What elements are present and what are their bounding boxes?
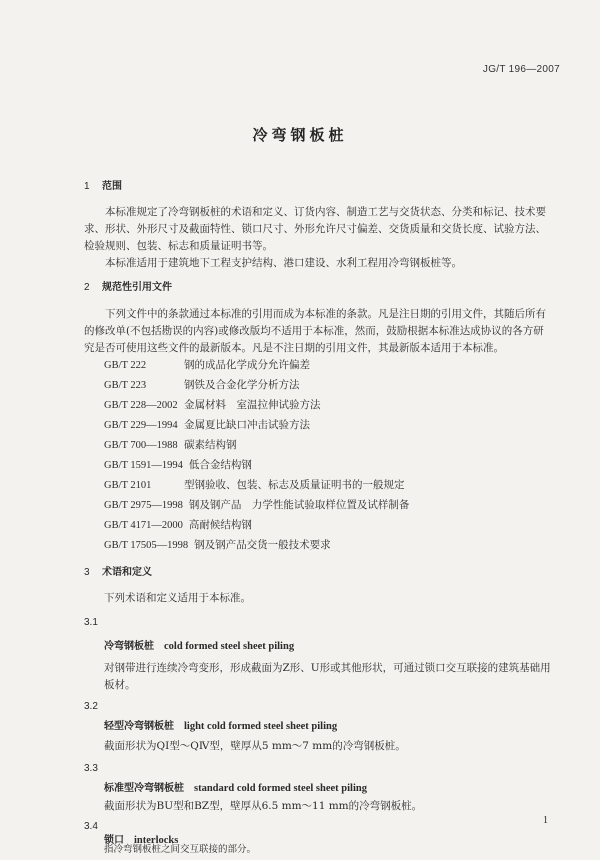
section-1-heading (84, 178, 122, 195)
term-definition: 指冷弯钢板桩之间交互联接的部分。 (104, 844, 257, 855)
term-chinese: 锁口 (104, 835, 124, 846)
reference-item (104, 437, 237, 454)
reference-title: 钢及钢产品 力学性能试验取样位置及试样制备 (188, 499, 410, 511)
section-number: 3 (84, 567, 90, 578)
reference-code: GB/T 223 (104, 380, 147, 391)
reference-code: GB/T 222 (104, 360, 147, 371)
term-english: light cold formed steel sheet piling (184, 721, 338, 732)
reference-item (104, 517, 252, 534)
scope-paragraph-1: 本标准规定了冷弯钢板桩的术语和定义、订货内容、制造工艺与交货状态、分类和标记、技术要求、形状、外形尺寸及截面特性、锁口尺寸、外形允许尺寸偏差、交货质量和交货长度、试验方法、检验规则、包装、标志和质量证明书等。 (84, 206, 546, 252)
term-english: cold formed steel sheet piling (164, 641, 295, 652)
reference-title: 低合金结构钢 (188, 459, 252, 471)
section-title: 术语和定义 (102, 567, 152, 578)
reference-title: 金属夏比缺口冲击试验方法 (184, 419, 310, 431)
standard-code: JG/T 196—2007 (482, 64, 560, 75)
reference-code: GB/T 700—1988 (104, 440, 178, 451)
reference-code: GB/T 229—1994 (104, 420, 178, 431)
reference-code: GB/T 17505—1998 (104, 540, 189, 551)
reference-title: 钢铁及合金化学分析方法 (184, 379, 300, 391)
section-title: 范围 (102, 181, 122, 192)
clause-number: 3.2 (84, 701, 98, 712)
reference-title: 型钢验收、包装、标志及质量证明书的一般规定 (184, 479, 405, 491)
references-intro: 下列文件中的条款通过本标准的引用而成为本标准的条款。凡是注日期的引用文件，其随后所有的修改单(不包括勘误的内容)或修改版均不适用于本标准，然而，鼓励根据本标准达成协议的各方研究是否可使用这些文件的最新版本。凡是不注日期的引用文件，其最新版本适用于本标准。 (84, 308, 546, 354)
reference-item (104, 357, 310, 374)
reference-title: 碳素结构钢 (184, 439, 237, 451)
term-definition: 对钢带进行连续冷弯变形，形成截面为Z形、U形或其他形状，可通过锁口交互联接的建筑基础用板材。 (104, 662, 551, 691)
reference-code: GB/T 1591—1994 (104, 460, 183, 471)
section-title: 规范性引用文件 (102, 282, 172, 293)
section-3-heading (84, 564, 152, 581)
reference-code: GB/T 2101 (104, 480, 152, 491)
reference-item (104, 397, 321, 414)
term-heading (104, 638, 294, 655)
reference-title: 高耐候结构钢 (188, 519, 252, 531)
scope-paragraph-2: 本标准适用于建筑地下工程支护结构、港口建设、水利工程用冷弯钢板桩等。 (105, 257, 462, 269)
reference-item (104, 537, 331, 554)
term-chinese: 冷弯钢板桩 (104, 641, 154, 652)
reference-title: 钢及钢产品交货一般技术要求 (194, 539, 331, 551)
terms-intro: 下列术语和定义适用于本标准。 (104, 592, 251, 604)
reference-item (104, 457, 252, 474)
reference-item (104, 477, 405, 494)
term-definition: 截面形状为QⅠ型～QⅣ型，壁厚从5 mm～7 mm的冷弯钢板桩。 (104, 740, 406, 752)
reference-code: GB/T 2975—1998 (104, 500, 183, 511)
reference-code: GB/T 4171—2000 (104, 520, 183, 531)
section-2-heading (84, 279, 172, 296)
reference-code: GB/T 228—2002 (104, 400, 178, 411)
term-definition: 截面形状为BU型和BZ型，壁厚从6.5 mm～11 mm的冷弯钢板桩。 (104, 800, 423, 812)
term-chinese: 标准型冷弯钢板桩 (104, 783, 184, 794)
term-english: interlocks (134, 835, 179, 846)
clause-number: 3.3 (84, 763, 98, 774)
section-number: 2 (84, 282, 90, 293)
clause-number: 3.4 (84, 821, 98, 832)
page-number: 1 (543, 815, 548, 826)
clause-number: 3.1 (84, 617, 98, 628)
document-title: 冷弯钢板桩 (252, 126, 348, 144)
reference-item (104, 497, 409, 514)
term-heading (104, 718, 337, 735)
term-heading (104, 780, 367, 797)
reference-item (104, 417, 310, 434)
reference-title: 金属材料 室温拉伸试验方法 (184, 399, 321, 411)
section-number: 1 (84, 181, 90, 192)
reference-title: 钢的成品化学成分允许偏差 (184, 359, 310, 371)
term-english: standard cold formed steel sheet piling (194, 783, 367, 794)
term-chinese: 轻型冷弯钢板桩 (104, 721, 174, 732)
reference-item (104, 377, 300, 394)
